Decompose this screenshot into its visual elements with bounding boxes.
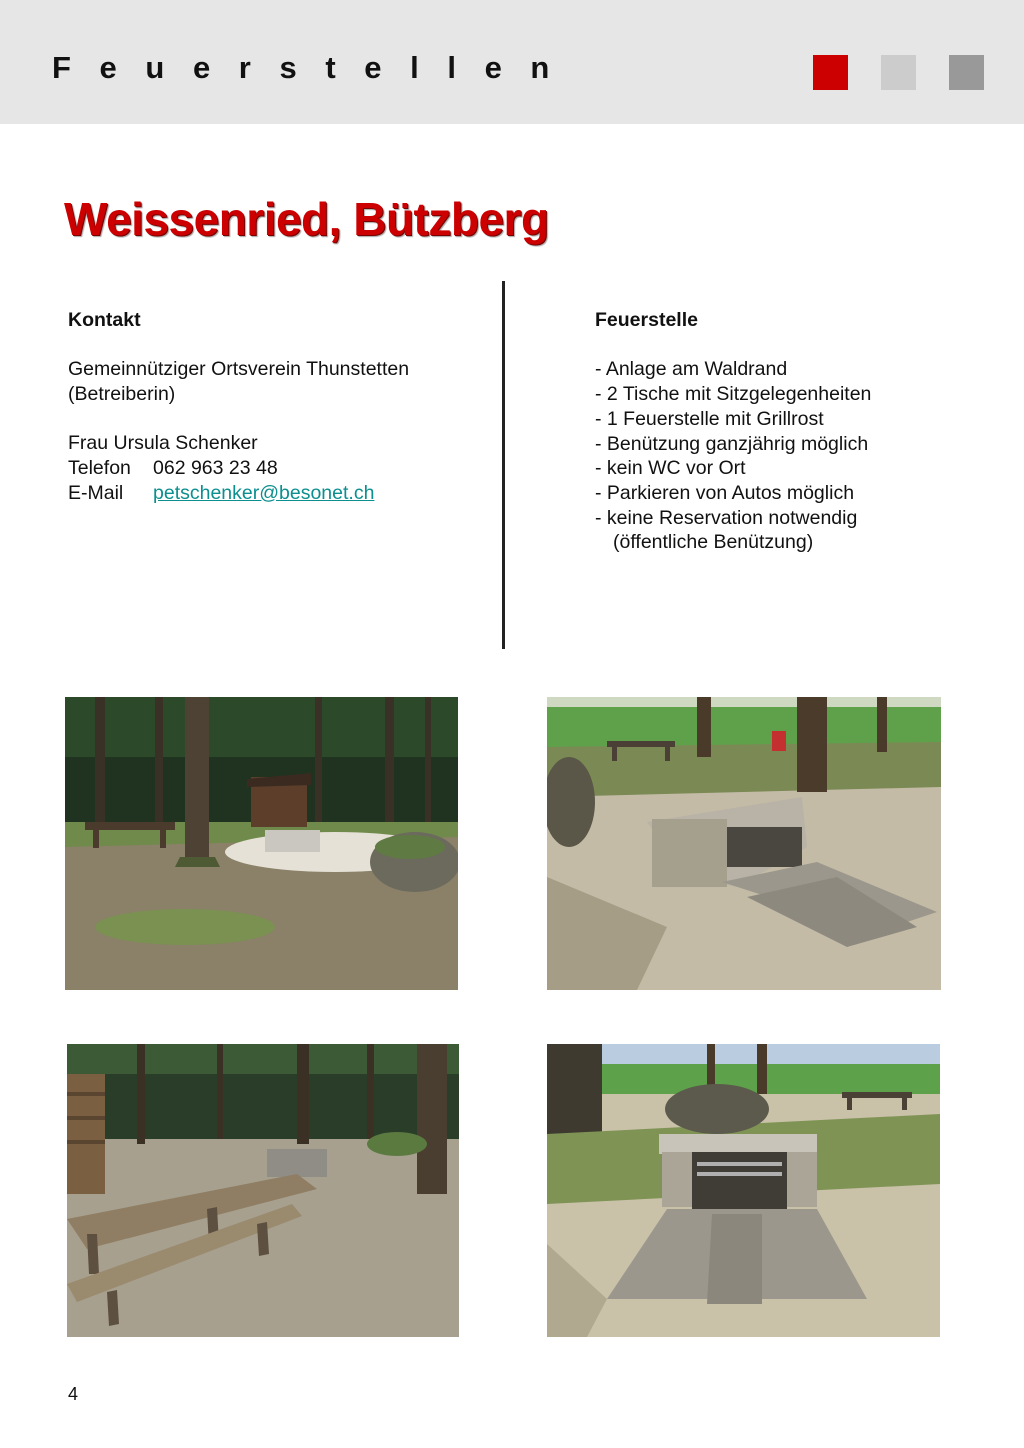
list-item: - keine Reservation notwendig <box>595 506 858 529</box>
email-link[interactable]: petschenker@besonet.ch <box>153 481 375 504</box>
list-item: - 2 Tische mit Sitzgelegenheiten <box>595 383 872 406</box>
organisation-name: Gemeinnütziger Ortsverein Thunstetten <box>68 358 410 381</box>
header-square-red <box>813 55 848 90</box>
header-square-gray <box>949 55 984 90</box>
phone-number: 062 963 23 48 <box>153 457 278 480</box>
feuerstelle-heading: Feuerstelle <box>595 309 698 331</box>
list-item: - Anlage am Waldrand <box>595 358 788 381</box>
feuerstelle-block <box>595 308 995 555</box>
phone-row <box>68 456 488 481</box>
email-label: E-Mail <box>68 481 124 504</box>
header-square-light-gray <box>881 55 916 90</box>
phone-label: Telefon <box>68 457 131 480</box>
contact-block <box>68 308 488 506</box>
page-title: Weissenried, Bützberg <box>64 193 549 245</box>
list-item: - Parkieren von Autos möglich <box>595 481 855 504</box>
photo-stone-grill-field <box>547 697 941 990</box>
section-title: F e u e r s t e l l e n <box>52 50 560 85</box>
photo-forest-benches <box>67 1044 459 1337</box>
contact-person: Frau Ursula Schenker <box>68 432 258 455</box>
list-item-continuation: (öffentliche Benützung) <box>613 531 814 554</box>
list-item: - kein WC vor Ort <box>595 457 746 480</box>
contact-heading: Kontakt <box>68 309 141 331</box>
list-item: - 1 Feuerstelle mit Grillrost <box>595 407 824 430</box>
feature-list <box>595 357 995 555</box>
column-divider <box>502 281 505 649</box>
organisation-role: (Betreiberin) <box>68 383 176 406</box>
page-number: 4 <box>68 1384 79 1404</box>
list-item: - Benützung ganzjährig möglich <box>595 432 869 455</box>
email-row <box>68 481 488 506</box>
photo-forest-fireplace-hut <box>65 697 458 990</box>
photo-grill-front-view <box>547 1044 940 1337</box>
